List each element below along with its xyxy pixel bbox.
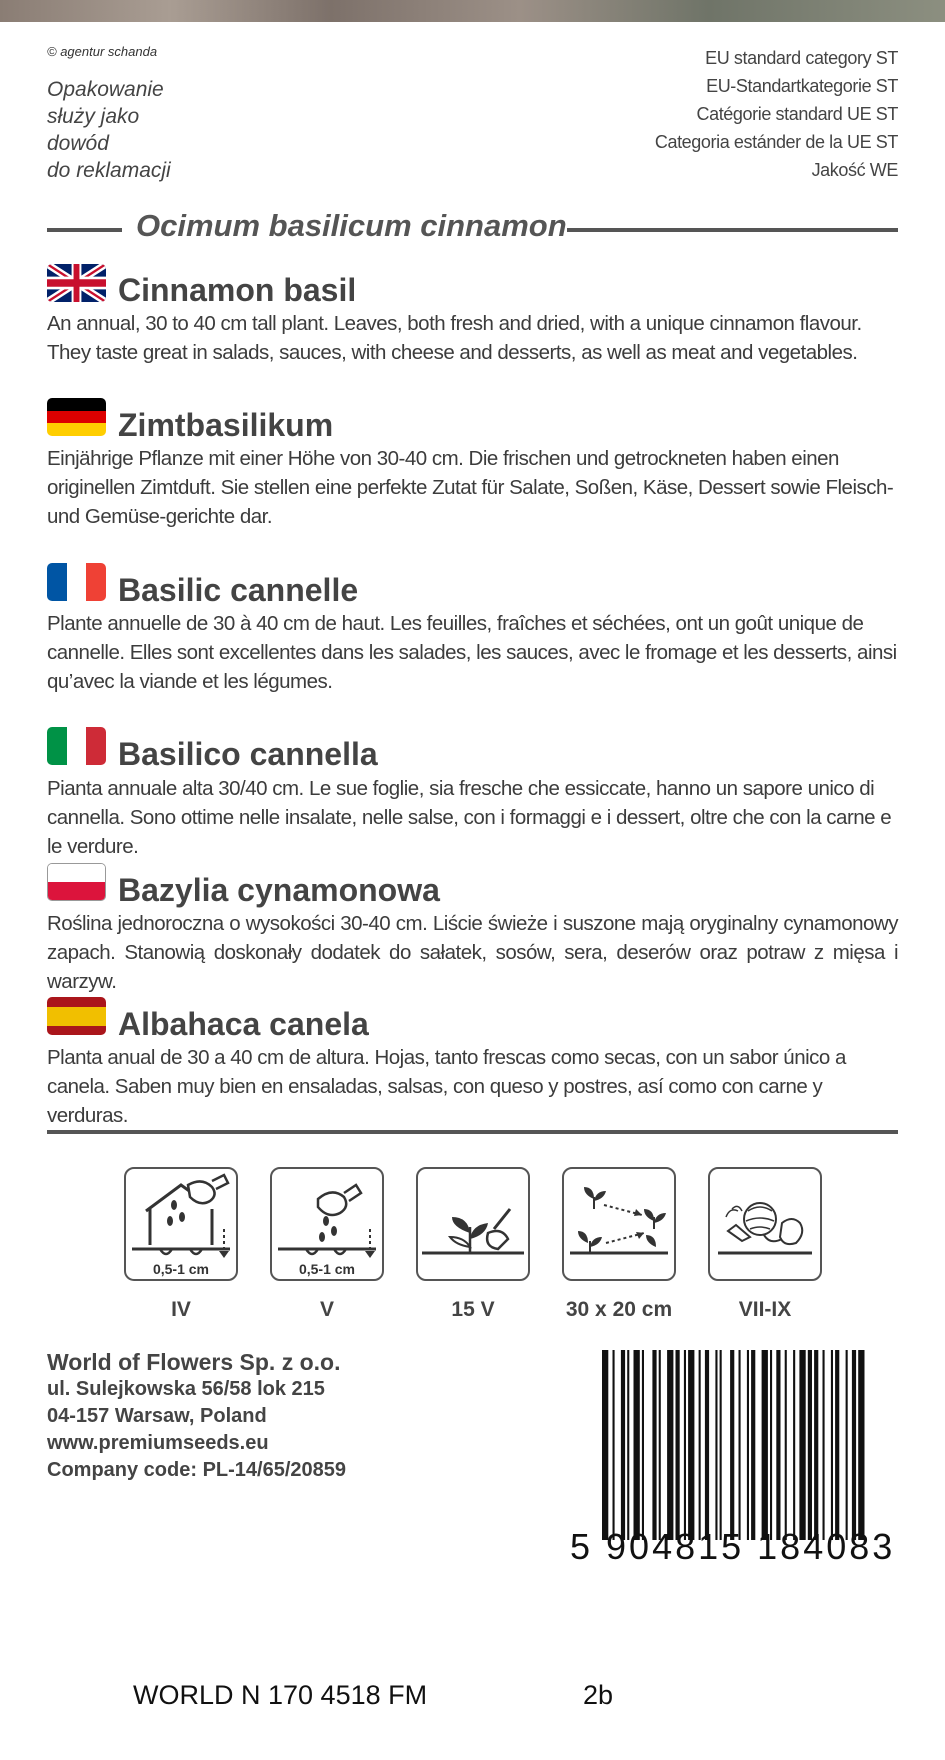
packaging-note: Opakowanie służy jako dowód do reklamacji	[47, 78, 171, 182]
barcode-bar	[808, 1350, 812, 1540]
barcode-bar	[676, 1350, 680, 1540]
section-title: Cinnamon basil	[118, 272, 357, 308]
barcode-bar	[776, 1350, 780, 1540]
section-text: Einjährige Pflanze mit einer Höhe von 30-40 cm. Die frischen und getrockneten haben einen originellen Zimtduft. Sie stellen eine perfekte Zutat für Salate, Soßen, Käse, Dessert sowie Fleisch- und Gemüse-gerichte dar.	[47, 447, 894, 528]
company-city: 04-157 Warsaw, Poland	[47, 1405, 267, 1427]
barcode-bar	[667, 1350, 673, 1540]
planting-date: 15 V	[451, 1298, 495, 1321]
divider-left	[47, 228, 122, 232]
barcode-bar	[684, 1350, 686, 1540]
spacing-value: 30 x 20 cm	[565, 1298, 673, 1321]
icon-caption: 0,5-1 cm	[298, 1261, 356, 1277]
barcode-bar	[715, 1350, 717, 1540]
spacing-icon	[562, 1167, 676, 1281]
barcode-bar	[642, 1350, 644, 1540]
barcode-bar	[699, 1350, 701, 1540]
icon-caption: 0,5-1 cm	[152, 1261, 210, 1277]
section-text: Plante annuelle de 30 à 40 cm de haut. Les feuilles, fraîches et séchées, ont un goût unique de cannelle. Elles sont excellentes dans les salades, les sauces, avec le fromage et les desserts, ainsi qu’avec la viande et les légumes.	[47, 612, 897, 693]
divider-right	[567, 228, 898, 232]
company-info	[47, 1349, 346, 1484]
barcode-bar	[720, 1350, 722, 1540]
category-line: Catégorie standard UE ST	[696, 104, 898, 124]
copyright-note: © agentur schanda	[47, 44, 158, 59]
print-version: 2b	[583, 1680, 614, 1710]
barcode-bar	[823, 1350, 825, 1540]
section-title: Basilico cannella	[118, 736, 378, 772]
barcode-bar	[858, 1350, 864, 1540]
uk-flag-icon	[47, 264, 106, 302]
planting-out-icon	[416, 1167, 530, 1281]
company-name: World of Flowers Sp. z o.o.	[47, 1349, 341, 1375]
barcode-bar	[747, 1350, 749, 1540]
sowing-outdoor-month: V	[319, 1298, 334, 1321]
barcode-number: 5 904815 184083	[570, 1526, 896, 1567]
category-line: Jakość WE	[811, 160, 898, 180]
barcode-bar	[852, 1350, 856, 1540]
category-line: EU standard category ST	[705, 48, 898, 68]
fr-flag-icon	[47, 563, 106, 601]
barcode-bar	[793, 1350, 795, 1540]
section-text: Pianta annuale alta 30/40 cm. Le sue foglie, sia fresche che essiccate, hanno un sapore unico di cannella. Sono ottime nelle insalate, nelle salse, con i formaggi e i dessert, oltre che con la carne e le verdure.	[47, 777, 892, 858]
category-line: Categoria estánder de la UE ST	[654, 132, 898, 152]
barcode-bar	[634, 1350, 640, 1540]
section-title: Bazylia cynamonowa	[118, 872, 440, 908]
outdoor-sowing-icon	[270, 1167, 384, 1281]
barcode-bar	[831, 1350, 833, 1540]
company-website: www.premiumseeds.eu	[47, 1432, 269, 1454]
barcode-bar	[770, 1350, 772, 1540]
print-code: WORLD N 170 4518 FM	[133, 1680, 428, 1710]
sowing-indoor-month: IV	[171, 1298, 191, 1321]
company-street: ul. Sulejkowska 56/58 lok 215	[47, 1378, 325, 1400]
barcode-bar	[613, 1350, 615, 1540]
section-text: Planta anual de 30 a 40 cm de altura. Hojas, tanto frescas como secas, con un sabor único a canela. Saben muy bien en ensaladas, salsas, con queso y postres, así como con carne y verduras.	[47, 1046, 846, 1127]
barcode-bar	[659, 1350, 661, 1540]
es-flag-icon	[47, 997, 106, 1035]
section-text: An annual, 30 to 40 cm tall plant. Leaves, both fresh and dried, with a unique cinnamon flavour. They taste great in salads, sauces, with cheese and desserts, as well as meat and vegetables.	[47, 312, 862, 364]
section-title: Basilic cannelle	[118, 572, 359, 608]
harvest-months: VII-IX	[738, 1298, 792, 1321]
barcode-bar	[705, 1350, 709, 1540]
harvest-icon	[708, 1167, 822, 1281]
section-title: Albahaca canela	[118, 1006, 369, 1042]
top-photo-strip	[0, 0, 945, 22]
barcode-bar	[799, 1350, 805, 1540]
barcode-bar	[751, 1350, 755, 1540]
indoor-sowing-icon	[124, 1167, 238, 1281]
company-code: Company code: PL-14/65/20859	[47, 1459, 347, 1481]
de-flag-icon	[47, 398, 106, 436]
pl-flag-icon	[47, 863, 106, 901]
section-text: Roślina jednoroczna o wysokości 30-40 cm. Liście świeże i suszone mają oryginalny cynamonowy zapach. Stanowią doskonały dodatek do sałatek, sosów, sera, deserów oraz potraw z mięsa i warzyw.	[47, 912, 898, 993]
barcode-bar	[762, 1350, 768, 1540]
barcode-bar	[730, 1350, 734, 1540]
barcode-bar	[652, 1350, 656, 1540]
section-title: Zimtbasilikum	[118, 407, 334, 443]
barcode-bar	[846, 1350, 848, 1540]
barcode	[600, 1350, 897, 1540]
barcode-bar	[814, 1350, 818, 1540]
barcode-bar	[602, 1350, 608, 1540]
it-flag-icon	[47, 727, 106, 765]
barcode-bar	[739, 1350, 741, 1540]
latin-name: Ocimum basilicum cinnamon	[136, 208, 567, 243]
quality-categories	[655, 44, 898, 184]
barcode-bar	[621, 1350, 625, 1540]
barcode-bar	[688, 1350, 694, 1540]
barcode-bar	[627, 1350, 629, 1540]
barcode-bar	[785, 1350, 787, 1540]
barcode-bar	[835, 1350, 839, 1540]
section-divider	[47, 1130, 898, 1134]
category-line: EU-Standartkategorie ST	[706, 76, 898, 96]
